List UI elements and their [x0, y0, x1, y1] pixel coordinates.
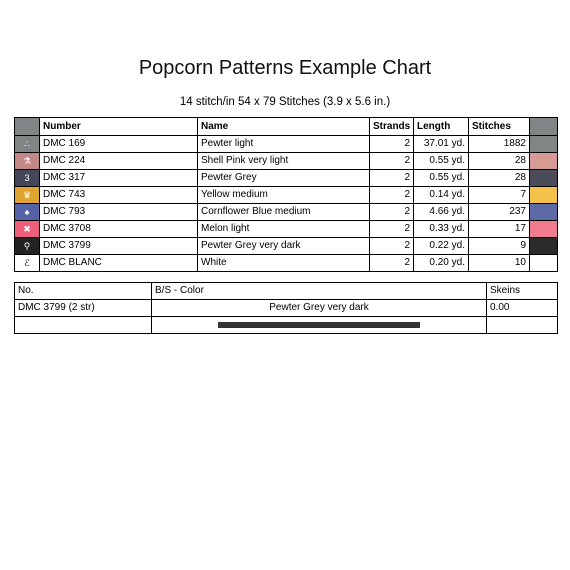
thread-number: DMC 793 [40, 204, 198, 221]
thread-name: Pewter light [198, 136, 370, 153]
column-header-skeins: Skeins [487, 283, 558, 300]
backstitch-line-spacer [15, 317, 152, 334]
thread-strands: 2 [370, 238, 414, 255]
thread-strands: 2 [370, 136, 414, 153]
table-row [15, 153, 558, 170]
thread-stitches: 237 [469, 204, 530, 221]
thread-color-swatch [530, 255, 558, 272]
thread-symbol-icon: 3 [15, 170, 40, 187]
column-header-no: No. [15, 283, 152, 300]
column-header-number: Number [40, 118, 198, 136]
table-row [15, 255, 558, 272]
column-header-bs-color: B/S - Color [152, 283, 487, 300]
thread-table-header [15, 118, 558, 136]
thread-symbol-icon: ℰ [15, 255, 40, 272]
thread-number: DMC 224 [40, 153, 198, 170]
color-header-swatch [530, 118, 558, 136]
thread-number: DMC 317 [40, 170, 198, 187]
thread-length: 0.55 yd. [414, 170, 469, 187]
thread-length: 0.33 yd. [414, 221, 469, 238]
thread-number: DMC 169 [40, 136, 198, 153]
thread-symbol-icon: ⚲ [15, 238, 40, 255]
thread-length: 0.14 yd. [414, 187, 469, 204]
table-row [15, 204, 558, 221]
thread-strands: 2 [370, 170, 414, 187]
thread-strands: 2 [370, 221, 414, 238]
thread-stitches: 7 [469, 187, 530, 204]
thread-name: Melon light [198, 221, 370, 238]
thread-symbol-icon: ♛ [15, 187, 40, 204]
thread-strands: 2 [370, 255, 414, 272]
thread-name: Shell Pink very light [198, 153, 370, 170]
thread-number: DMC BLANC [40, 255, 198, 272]
thread-color-swatch [530, 204, 558, 221]
thread-symbol-icon: ∴ [15, 136, 40, 153]
thread-number: DMC 743 [40, 187, 198, 204]
chart-title: Popcorn Patterns Example Chart [138, 57, 432, 79]
backstitch-line-cell [152, 317, 487, 334]
thread-stitches: 28 [469, 153, 530, 170]
thread-color-swatch [530, 187, 558, 204]
thread-length: 37.01 yd. [414, 136, 469, 153]
column-header-length: Length [414, 118, 469, 136]
backstitch-number: DMC 3799 (2 str) [15, 300, 152, 317]
thread-color-swatch [530, 238, 558, 255]
backstitch-line-row [15, 317, 558, 334]
thread-name: Pewter Grey very dark [198, 238, 370, 255]
backstitch-name: Pewter Grey very dark [152, 300, 487, 317]
chart-subtitle: 14 stitch/in 54 x 79 Stitches (3.9 x 5.6 in.) [179, 96, 391, 108]
thread-stitches: 1882 [469, 136, 530, 153]
thread-color-swatch [530, 170, 558, 187]
backstitch-line-spacer-right [487, 317, 558, 334]
backstitch-row [15, 300, 558, 317]
table-row [15, 136, 558, 153]
thread-stitches: 10 [469, 255, 530, 272]
thread-table [14, 117, 558, 272]
backstitch-header [15, 283, 558, 300]
thread-name: Pewter Grey [198, 170, 370, 187]
table-row [15, 238, 558, 255]
table-row [15, 187, 558, 204]
thread-length: 0.55 yd. [414, 153, 469, 170]
thread-color-swatch [530, 153, 558, 170]
symbol-header-swatch [15, 118, 40, 136]
thread-color-swatch [530, 136, 558, 153]
thread-number: DMC 3708 [40, 221, 198, 238]
thread-stitches: 28 [469, 170, 530, 187]
column-header-stitches: Stitches [469, 118, 530, 136]
backstitch-skeins: 0.00 [487, 300, 558, 317]
thread-strands: 2 [370, 204, 414, 221]
column-header-strands: Strands [370, 118, 414, 136]
table-row [15, 170, 558, 187]
thread-symbol-icon: ⚗ [15, 153, 40, 170]
thread-name: Yellow medium [198, 187, 370, 204]
thread-name: White [198, 255, 370, 272]
thread-length: 0.20 yd. [414, 255, 469, 272]
thread-strands: 2 [370, 187, 414, 204]
thread-length: 0.22 yd. [414, 238, 469, 255]
thread-symbol-icon: ♠ [15, 204, 40, 221]
thread-length: 4.66 yd. [414, 204, 469, 221]
backstitch-line-sample [218, 322, 420, 328]
thread-strands: 2 [370, 153, 414, 170]
thread-number: DMC 3799 [40, 238, 198, 255]
thread-name: Cornflower Blue medium [198, 204, 370, 221]
thread-color-swatch [530, 221, 558, 238]
table-row [15, 221, 558, 238]
thread-stitches: 17 [469, 221, 530, 238]
backstitch-table [14, 282, 558, 334]
thread-stitches: 9 [469, 238, 530, 255]
thread-symbol-icon: ✖ [15, 221, 40, 238]
column-header-name: Name [198, 118, 370, 136]
